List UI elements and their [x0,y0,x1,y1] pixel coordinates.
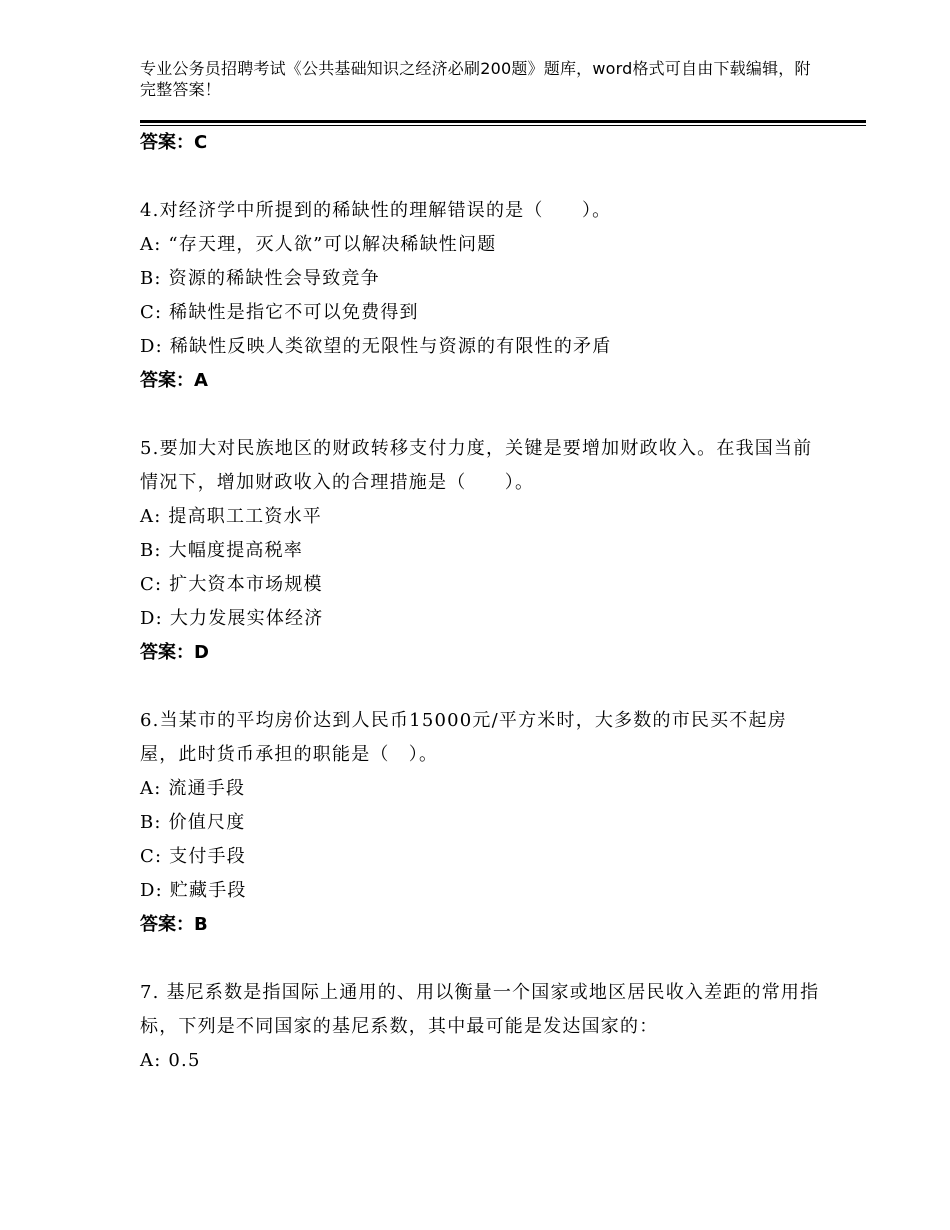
question-text: 7. 基尼系数是指国际上通用的、用以衡量一个国家或地区居民收入差距的常用指标，下列是不同国家的基尼系数，其中最可能是发达国家的： [140,982,820,1037]
answer-label: 答案：C [140,132,208,153]
page-header: 专业公务员招聘考试《公共基础知识之经济必刷200题》题库，word格式可自由下载编辑，附完整答案！ [140,59,811,99]
option-c: C: 扩大资本市场规模 [140,574,323,595]
option-b: B: 大幅度提高税率 [140,540,304,561]
option-c: C: 支付手段 [140,846,246,867]
option-d: D: 稀缺性反映人类欲望的无限性与资源的有限性的矛盾 [140,336,612,357]
question-text: 6.当某市的平均房价达到人民币15000元/平方米时，大多数的市民买不起房屋，此时货币承担的职能是（ ）。 [140,710,787,765]
answer-label: 答案：A [140,370,208,391]
question-list [140,126,820,1078]
option-a: A: 流通手段 [140,778,246,799]
option-d: D: 贮藏手段 [140,880,247,901]
option-b: B: 资源的稀缺性会导致竞争 [140,268,380,289]
option-a: A: 0.5 [140,1050,201,1071]
header-divider [140,120,866,123]
option-b: B: 价值尺度 [140,812,246,833]
question-text: 5.要加大对民族地区的财政转移支付力度，关键是要增加财政收入。在我国当前情况下，增加财政收入的合理措施是（ ）。 [140,438,813,493]
option-d: D: 大力发展实体经济 [140,608,324,629]
question-text: 4.对经济学中所提到的稀缺性的理解错误的是（ ）。 [140,200,612,221]
option-a: A: “存天理，灭人欲”可以解决稀缺性问题 [140,234,497,255]
option-c: C: 稀缺性是指它不可以免费得到 [140,302,419,323]
answer-label: 答案：D [140,642,209,663]
answer-label: 答案：B [140,914,208,935]
option-a: A: 提高职工工资水平 [140,506,322,527]
